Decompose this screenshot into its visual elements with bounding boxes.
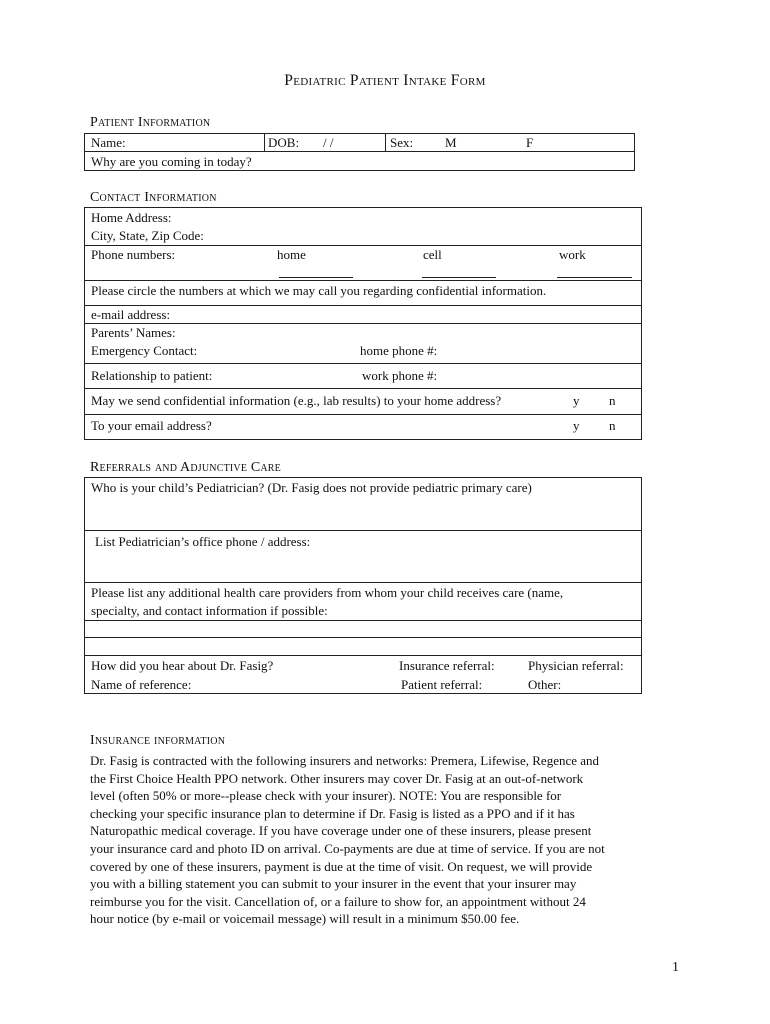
- send-home-yes[interactable]: y: [573, 393, 580, 408]
- insurance-line: Naturopathic medical coverage. If you have coverage under one of these insurers, please present: [90, 823, 592, 839]
- divider: [84, 637, 642, 638]
- insurance-referral-option[interactable]: Insurance referral:: [399, 658, 495, 673]
- other-option[interactable]: Other:: [528, 677, 562, 692]
- send-home-question: May we send confidential information (e.g., lab results) to your home address?: [91, 393, 502, 408]
- contact-information-heading: Contact Information: [90, 190, 217, 205]
- send-email-question: To your email address?: [91, 418, 212, 433]
- insurance-paragraph: [90, 752, 690, 928]
- home-address-field[interactable]: Home Address:: [91, 210, 172, 225]
- phone-home-blank[interactable]: [279, 277, 353, 278]
- send-email-yes[interactable]: y: [573, 418, 580, 433]
- page-number: 1: [672, 960, 679, 975]
- dob-field[interactable]: / /: [323, 135, 334, 150]
- divider: [84, 151, 635, 152]
- divider: [385, 133, 386, 151]
- divider: [84, 655, 642, 656]
- phone-home-label: home: [277, 247, 306, 262]
- patient-referral-option[interactable]: Patient referral:: [401, 677, 483, 692]
- phone-work-label: work: [559, 247, 586, 262]
- divider: [84, 363, 642, 364]
- divider: [84, 414, 642, 415]
- divider: [84, 582, 642, 583]
- send-home-no[interactable]: n: [609, 393, 616, 408]
- insurance-line: covered by one of these insurers, payment is due at the time of visit. On request, we will provide: [90, 858, 593, 874]
- hear-about-question: How did you hear about Dr. Fasig?: [91, 658, 274, 673]
- email-field[interactable]: e-mail address:: [91, 307, 171, 322]
- patient-information-heading: Patient Information: [90, 115, 211, 130]
- phone-cell-blank[interactable]: [422, 277, 496, 278]
- insurance-line: your insurance card and photo ID on arrival. Co-payments are due at time of service. If you are not: [90, 840, 605, 856]
- send-email-no[interactable]: n: [609, 418, 616, 433]
- pediatrician-question[interactable]: Who is your child’s Pediatrician? (Dr. Fasig does not provide pediatric primary care): [91, 480, 532, 495]
- work-phone-field[interactable]: work phone #:: [362, 368, 438, 383]
- divider: [264, 133, 265, 151]
- sex-option-f[interactable]: F: [526, 135, 534, 150]
- relationship-field[interactable]: Relationship to patient:: [91, 368, 213, 383]
- divider: [84, 305, 642, 306]
- home-phone-field[interactable]: home phone #:: [360, 343, 438, 358]
- name-field[interactable]: Name:: [91, 135, 126, 150]
- emergency-contact-field[interactable]: Emergency Contact:: [91, 343, 198, 358]
- divider: [84, 388, 642, 389]
- phone-numbers-label: Phone numbers:: [91, 247, 176, 262]
- providers-question-line1[interactable]: Please list any additional health care providers from whom your child receives care (name,: [91, 585, 564, 600]
- sex-label: Sex:: [390, 135, 414, 150]
- insurance-line: the First Choice Health PPO network. Other insurers may cover Dr. Fasig at an out-of-network: [90, 770, 584, 786]
- divider: [84, 280, 642, 281]
- providers-question-line2: specialty, and contact information if possible:: [91, 603, 328, 618]
- divider: [84, 245, 642, 246]
- referrals-heading: Referrals and Adjunctive Care: [90, 460, 281, 475]
- reference-name-field[interactable]: Name of reference:: [91, 677, 192, 692]
- city-state-zip-field[interactable]: City, State, Zip Code:: [91, 228, 204, 243]
- divider: [84, 620, 642, 621]
- dob-label: DOB:: [268, 135, 300, 150]
- confidential-numbers-note: Please circle the numbers at which we may call you regarding confidential information.: [91, 283, 547, 298]
- reason-for-visit-field[interactable]: Why are you coming in today?: [91, 154, 252, 169]
- insurance-line: hour notice (by e-mail or voicemail message) will result in a minimum $50.00 fee.: [90, 911, 520, 927]
- insurance-line: you with a billing statement you can submit to your insurer in the event that your insurer may: [90, 876, 577, 892]
- insurance-line: level (often 50% or more--please check with your insurer). NOTE: You are responsible for: [90, 788, 562, 804]
- insurance-line: checking your specific insurance plan to determine if Dr. Fasig is listed as a PPO and if it has: [90, 805, 575, 821]
- insurance-line: reimburse you for the visit. Cancellation of, or a failure to show for, an appointment without 24: [90, 893, 586, 909]
- insurance-line: Dr. Fasig is contracted with the following insurers and networks: Premera, Lifewise, Regence and: [90, 753, 600, 768]
- phone-cell-label: cell: [423, 247, 442, 262]
- divider: [84, 323, 642, 324]
- phone-work-blank[interactable]: [557, 277, 632, 278]
- insurance-heading: Insurance information: [90, 733, 226, 748]
- pediatrician-phone-question[interactable]: List Pediatrician’s office phone / address:: [95, 534, 311, 549]
- sex-option-m[interactable]: M: [445, 135, 457, 150]
- parents-names-field[interactable]: Parents’ Names:: [91, 325, 176, 340]
- divider: [84, 530, 642, 531]
- physician-referral-option[interactable]: Physician referral:: [528, 658, 624, 673]
- form-title: Pediatric Patient Intake Form: [284, 72, 486, 89]
